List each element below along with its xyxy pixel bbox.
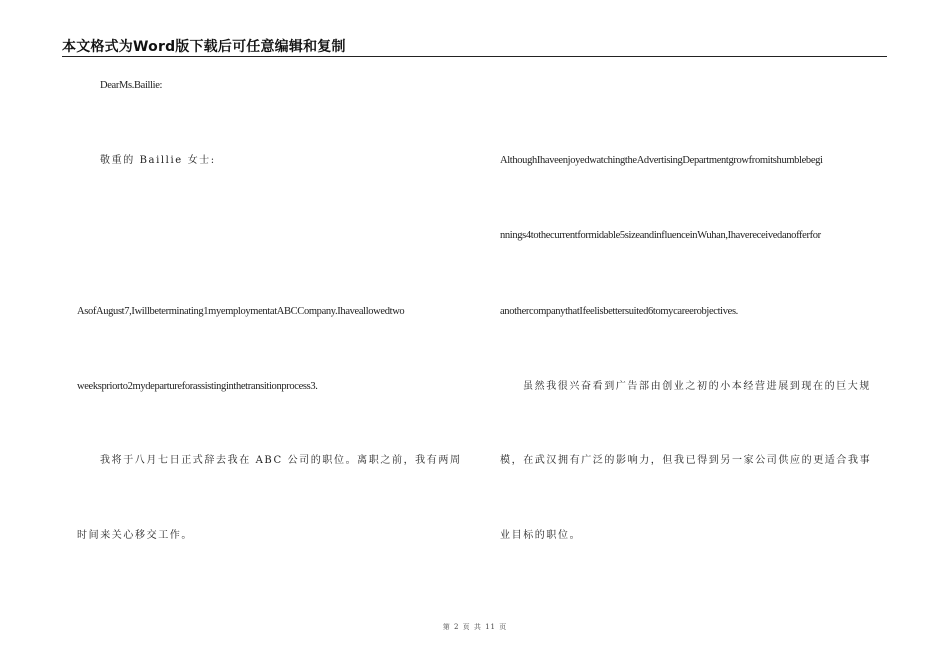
salutation-english: DearMs.Baillie: bbox=[100, 80, 163, 91]
paragraph-1-chinese-line-1: 我将于八月七日正式辞去我在 ABC 公司的职位。离职之前，我有两周 bbox=[100, 455, 462, 466]
paragraph-2-line-3: anothercompanythatIfeelisbettersuited6tomycareerobjectives. bbox=[500, 306, 738, 317]
paragraph-2-line-2: nnings4tothecurrentformidable5sizeandinfluenceinWuhan,Ihavereceivedanofferfor bbox=[500, 230, 821, 241]
paragraph-2-chinese-line-2: 模，在武汉拥有广泛的影响力，但我已得到另一家公司供应的更适合我事 bbox=[500, 455, 872, 466]
paragraph-2-chinese-line-1: 虽然我很兴奋看到广告部由创业之初的小本经营进展到现在的巨大规 bbox=[523, 381, 871, 392]
paragraph-2-chinese-line-3: 业目标的职位。 bbox=[500, 530, 582, 541]
paragraph-2-line-1: AlthoughIhaveenjoyedwatchingtheAdvertisingDepartmentgrowfromitshumblebegi bbox=[500, 155, 823, 166]
document-header-title: 本文格式为Word版下载后可任意编辑和复制 bbox=[62, 39, 346, 55]
paragraph-1-line-2: weekspriorto2mydepartureforassistinginthetransitionprocess3. bbox=[77, 381, 318, 392]
page-number-footer: 第 2 页 共 11 页 bbox=[442, 623, 508, 631]
header-divider bbox=[62, 56, 887, 57]
paragraph-1-chinese-line-2: 时间来关心移交工作。 bbox=[77, 530, 193, 541]
salutation-chinese: 敬重的 Baillie 女士: bbox=[100, 155, 216, 166]
paragraph-1-line-1: AsofAugust7,Iwillbeterminating1myemploymentatABCCompany.Ihaveallowedtwo bbox=[77, 306, 405, 317]
